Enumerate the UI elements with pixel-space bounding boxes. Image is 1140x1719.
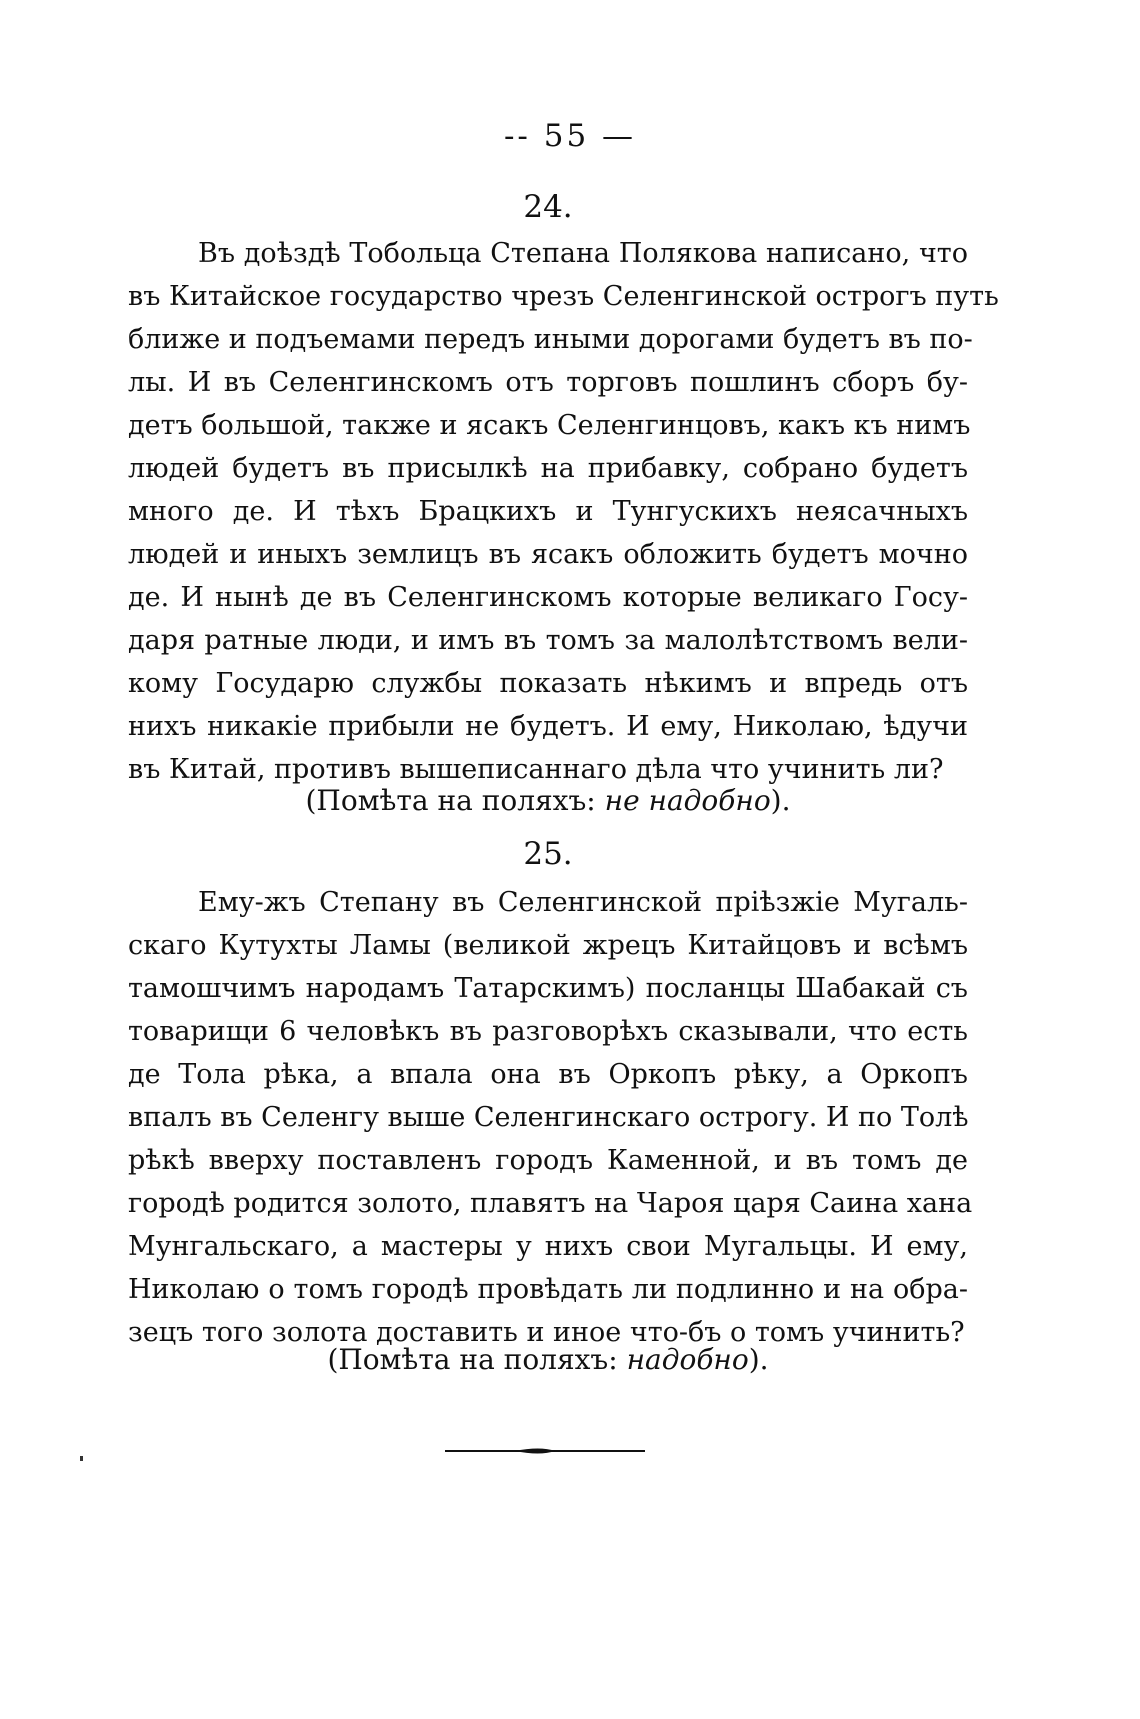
- paragraph-line: людей и иныхъ землицъ въ ясакъ обложить будетъ мочно: [128, 539, 968, 570]
- paragraph-line: въ Китай, противъ вышеписаннаго дѣла что учинить ли?: [128, 754, 944, 785]
- paragraph-line: впалъ въ Селенгу выше Селенгинскаго острогу. И по Толѣ: [128, 1102, 969, 1133]
- paragraph-line: де Тола рѣка, а впала она въ Оркопъ рѣку, а Оркопъ: [128, 1059, 968, 1090]
- note-prefix: (Помѣта на поляхъ:: [327, 1343, 627, 1376]
- margin-note: [128, 1337, 968, 1383]
- section-number-25: [128, 832, 968, 876]
- paragraph-line: скаго Кутухты Ламы (великой жрецъ Китайцовъ и всѣмъ: [128, 930, 968, 961]
- section-number-24: [128, 185, 968, 229]
- section-number: 25.: [523, 836, 573, 872]
- paragraph-line: Въ доѣздѣ Тобольца Степана Полякова написано, что: [198, 238, 968, 269]
- paragraph-line: много де. И тѣхъ Брацкихъ и Тунгускихъ неясачныхъ: [128, 496, 968, 527]
- note-prefix: (Помѣта на поляхъ:: [305, 784, 605, 817]
- note-suffix: ).: [770, 784, 791, 817]
- paragraph-line: тамошчимъ народамъ Татарскимъ) посланцы Шабакай съ: [128, 973, 968, 1004]
- ornament-swell: [515, 1449, 555, 1454]
- note-value: не надобно: [604, 784, 771, 817]
- page-number: -- 55 —: [503, 118, 637, 154]
- stray-ink-mark: [80, 1456, 83, 1461]
- paragraph-line: Николаю о томъ городѣ провѣдать ли подлинно и на обра-: [128, 1274, 968, 1305]
- paragraph-24: [128, 232, 999, 791]
- paragraph-line: товарищи 6 человѣкъ въ разговорѣхъ сказывали, что есть: [128, 1016, 968, 1047]
- end-ornament: [445, 1444, 645, 1458]
- paragraph-line: ближе и подъемами передъ иными дорогами будетъ въ по-: [128, 324, 973, 355]
- note-value: надобно: [626, 1343, 749, 1376]
- paragraph-line: въ Китайское государство чрезъ Селенгинской острогъ путь: [128, 281, 999, 312]
- margin-note-25: [128, 1337, 968, 1383]
- paragraph-line: нихъ никакіе прибыли не будетъ. И ему, Николаю, ѣдучи: [128, 711, 968, 742]
- paragraph-25: [128, 881, 973, 1354]
- paragraph-line: детъ большой, также и ясакъ Селенгинцовъ, какъ къ нимъ: [128, 410, 971, 441]
- paragraph-line: Ему-жъ Степану въ Селенгинской пріѣзжіе Мугаль-: [198, 887, 968, 918]
- margin-note-24: [128, 778, 968, 824]
- section-number: 24.: [523, 189, 573, 225]
- paragraph-line: городѣ родится золото, плавятъ на Чароя царя Саина хана: [128, 1188, 973, 1219]
- margin-note: [128, 778, 968, 824]
- paragraph-line: зецъ того золота доставить и иное что-бъ о томъ учинить?: [128, 1317, 965, 1348]
- paragraph-line: людей будетъ въ присылкѣ на прибавку, собрано будетъ: [128, 453, 968, 484]
- paragraph-line: лы. И въ Селенгинскомъ отъ торговъ пошлинъ сборъ бу-: [128, 367, 968, 398]
- paragraph-line: кому Государю службы показать нѣкимъ и впредь отъ: [128, 668, 968, 699]
- paragraph-line: рѣкѣ вверху поставленъ городъ Каменной, и въ томъ де: [128, 1145, 968, 1176]
- paragraph-line: де. И нынѣ де въ Селенгинскомъ которые великаго Госу-: [128, 582, 968, 613]
- paragraph-line: Мунгальскаго, а мастеры у нихъ свои Мугальцы. И ему,: [128, 1231, 968, 1262]
- note-suffix: ).: [748, 1343, 769, 1376]
- paragraph-line: даря ратные люди, и имъ въ томъ за малолѣтствомъ вели-: [128, 625, 968, 656]
